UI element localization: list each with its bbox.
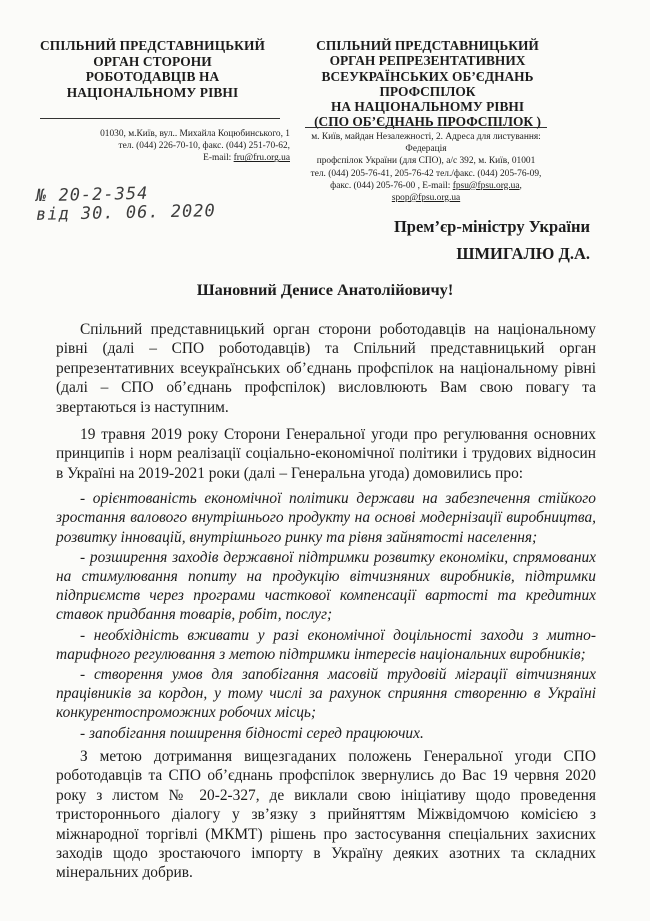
address-line: профспілок України (для СПО), а/с 392, м. Київ, 01001 [316,156,536,167]
org-name-line: ОРГАН РЕПРЕЗЕНТАТИВНИХ [329,53,526,69]
list-item: - необхідність вживати у разі економічної доцільності заходи з митно-тарифного регулювання з метою підтримки інтересів національних виробників; [56,626,596,663]
org-name-line: НА НАЦІОНАЛЬНОМУ РІВНІ [330,99,525,115]
unions-contact-block [305,131,547,204]
org-name-line: ВСЕУКРАЇНСЬКИХ ОБ’ЄДНАНЬ [321,68,534,84]
org-name-line: ОРГАН СТОРОНИ [93,53,212,69]
email-label: E-mail: [203,153,234,164]
agreement-items-list [56,489,596,743]
salutation: Шановний Денисе Анатолійовичу! [196,280,454,299]
list-item: - орієнтованість економічної політики держави на забезпечення стійкого зростання валового внутрішнього продукту на основі модернізації виробництва, розвитку інновацій, внутрішнього ринку та рівня зайнятості населення; [56,490,596,546]
org-name-line: РОБОТОДАВЦІВ НА [85,69,220,84]
body-paragraph: З метою дотримання вищезгаданих положень Генеральної угоди СПО роботодавців та СПО об’єднань профспілок звернулись до Вас 19 червня 2020 року з листом № 20-2-327, де виклали свою ініціативу щодо проведення тристороннього діалогу у зв’язку з прийняттям Міжвідомчою комісією з міжнародної торгівлі (МКМТ) рішень про застосування спеціальних захисних заходів щодо зростаючого імпорту в Україну деяких азотних та складних мінеральних добрив. [56,747,596,882]
phone-line: тел. (044) 205-76-41, 205-76-42 тел./факс. (044) 205-76-09, [310,168,542,179]
phone-line: тел. (044) 226-70-10, факс. (044) 251-70-62, [118,141,290,152]
fax-email-label: факс. (044) 205-76-00 , E-mail: [330,180,453,191]
email-link[interactable]: spop@fpsu.org.ua [391,193,461,204]
email-line [40,152,290,164]
org-name-line: ПРОФСПІЛОК [379,83,476,99]
address-line: 01030, м.Київ, вул.. Михайла Коцюбинського, 1 [100,129,290,139]
employers-org-header [20,38,285,100]
list-item: - розширення заходів державної підтримки розвитку економіки, спрямованих на стимулювання попиту на продукцію вітчизняних виробників, підтримки підприємств через програми часткової компенсації вартості та кредитних ставок придбання товарів, робіт, послуг; [56,548,596,624]
email-link[interactable]: fpsu@fpsu.org.ua [452,180,520,191]
employers-contact-block [40,128,290,165]
email-line [305,192,547,204]
unions-org-header [300,38,555,130]
address-line: м. Київ, майдан Незалежності, 2. Адреса для листування: Федерація [311,132,541,155]
org-name-line: СПІЛЬНИЙ ПРЕДСТАВНИЦЬКИЙ [316,38,539,53]
email-line: факс. (044) 205-76-00 , E-mail: fpsu@fpsu.org.ua, [330,180,522,191]
handwritten-outgoing-number: № 20-2-354 [35,183,149,207]
recipient-position: Прем’єр-міністру України [393,217,590,236]
letter-body [56,320,596,883]
list-item: - створення умов для запобігання масовій трудовій міграції вітчизняних працівників за кордон, у тому числі за рахунок сприяння створенню в Україні конкурентоспроможних робочих місць; [56,666,596,722]
org-name-line: НАЦІОНАЛЬНОМУ РІВНІ [66,84,239,100]
org-name-line: СПІЛЬНИЙ ПРЕДСТАВНИЦЬКИЙ [39,38,266,53]
list-item: - запобігання поширення бідності серед працюючих. [80,724,424,742]
header-divider-right [305,127,547,128]
body-paragraph: Спільний представницький орган сторони роботодавців на національному рівні (далі – СПО роботодавців) та Спільний представницький орган репрезентативних всеукраїнських об’єднань профспілок на національному рівні (далі – СПО об’єднань профспілок) висловлюють Вам свою повагу та звертаються із наступним. [56,321,596,416]
org-name-line: (СПО ОБ’ЄДНАНЬ ПРОФСПІЛОК ) [314,114,541,130]
email-link[interactable]: fru@fru.org.ua [233,153,290,164]
recipient-name: ШМИГАЛЮ Д.А. [456,244,590,263]
header-divider-left [40,118,280,119]
handwritten-date: від 30. 06. 2020 [35,201,216,225]
body-paragraph: 19 травня 2019 року Сторони Генеральної угоди про регулювання основних принципів і норм реалізації соціально-економічної політики і трудових відносин в Україні на 2019-2021 роки (далі – Генеральна угода) домовились про: [56,426,596,482]
